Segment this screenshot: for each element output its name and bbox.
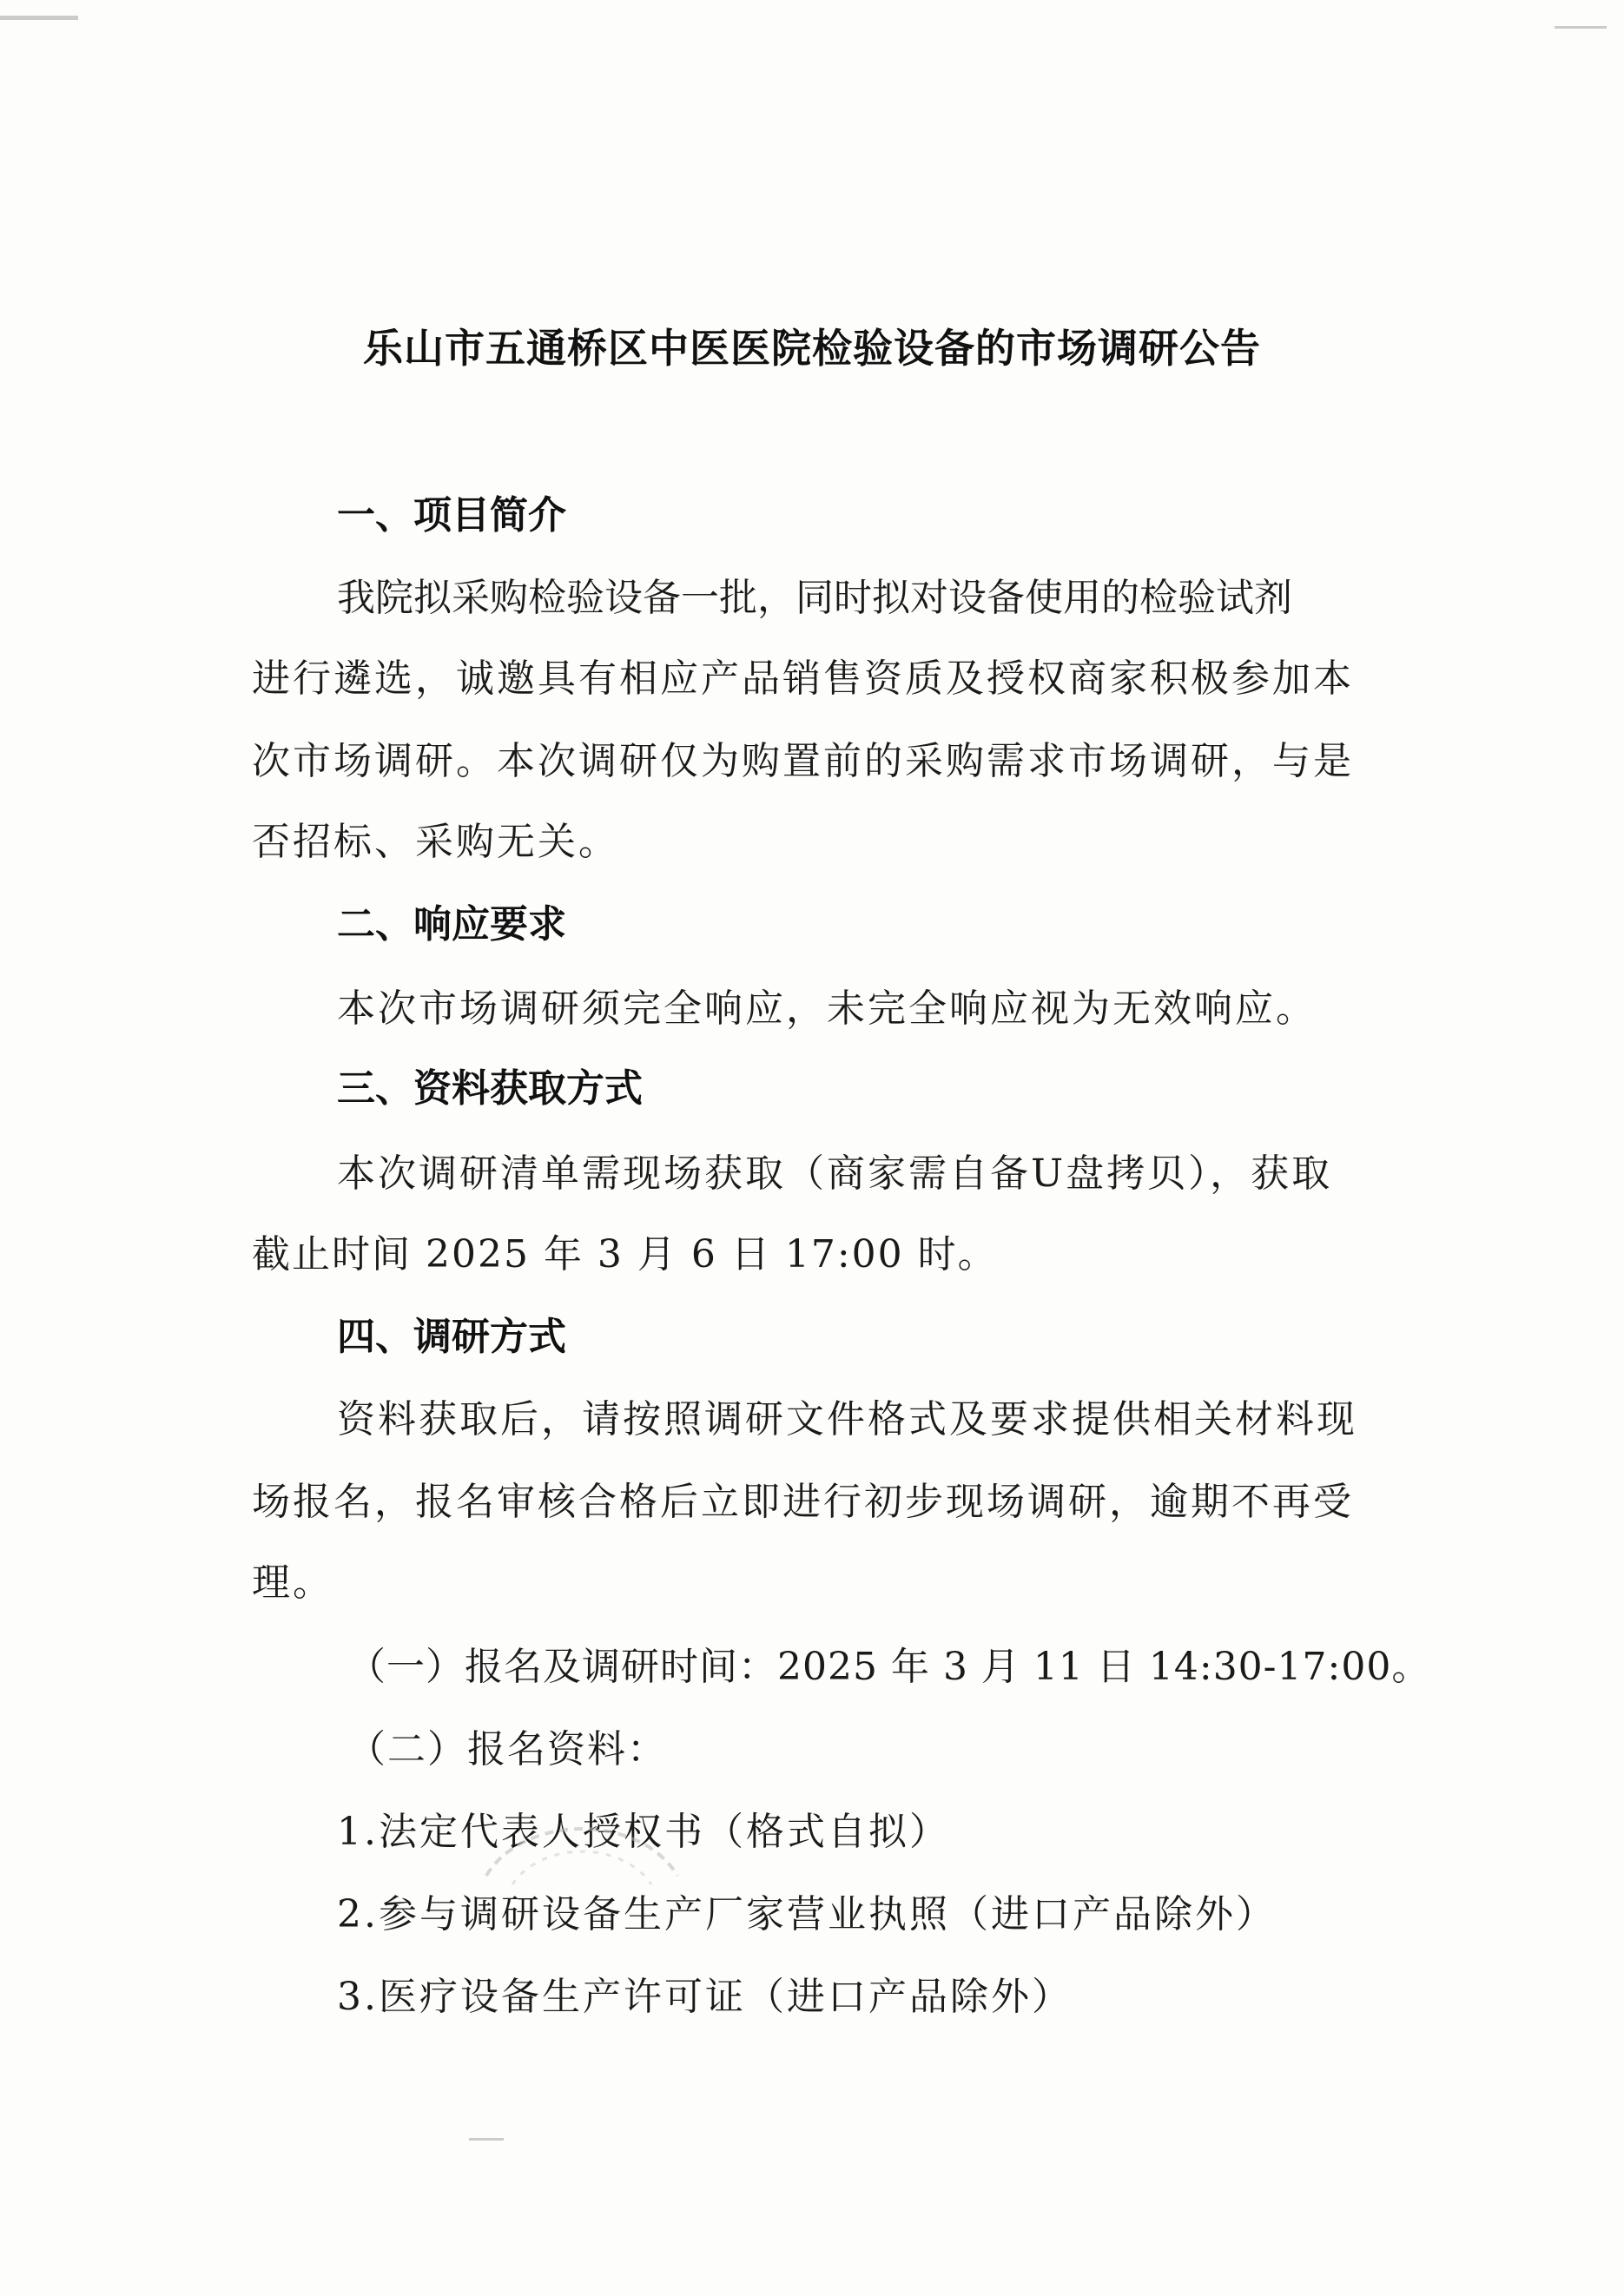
document-title: 乐山市五通桥区中医医院检验设备的市场调研公告 xyxy=(363,325,1261,372)
body-line: 场报名，报名审核合格后立即进行初步现场调研，逾期不再受 xyxy=(252,1480,1354,1524)
body-line: 资料获取后，请按照调研文件格式及要求提供相关材料现 xyxy=(337,1397,1357,1442)
sub-item: （二）报名资料： xyxy=(347,1727,667,1771)
section-heading: 四、调研方式 xyxy=(337,1315,566,1359)
list-item: 2.参与调研设备生产厂家营业执照（进口产品除外） xyxy=(337,1892,1277,1936)
body-line: 截止时间 2025 年 3 月 6 日 17:00 时。 xyxy=(252,1232,998,1277)
body-line: 理。 xyxy=(252,1560,333,1605)
body-text: 我院拟采购检验设备一批，同时拟对设备使用的检验试剂 xyxy=(337,576,1292,620)
body-line: 否招标、采购无关。 xyxy=(252,820,619,864)
faint-seal-stamp xyxy=(452,1780,712,1989)
list-item: 3.医疗设备生产许可证（进口产品除外） xyxy=(337,1975,1073,2019)
list-item: 1.法定代表人授权书（格式自拟） xyxy=(337,1810,950,1854)
section-heading: 三、资料获取方式 xyxy=(337,1066,643,1111)
body-line: 进行遴选，诚邀具有相应产品销售资质及授权商家积极参加本 xyxy=(252,656,1354,701)
scan-artifact-top-right xyxy=(1555,26,1607,29)
scan-artifact-top-left xyxy=(0,16,78,20)
body-line: 本次市场调研须完全响应，未完全响应视为无效响应。 xyxy=(337,986,1317,1031)
body-line xyxy=(337,576,1381,620)
section-heading: 一、项目简介 xyxy=(337,493,566,538)
scan-artifact-bottom xyxy=(469,2138,504,2141)
body-line: 本次调研清单需现场获取（商家需自备U盘拷贝），获取 xyxy=(337,1151,1333,1196)
body-line: 次市场调研。本次调研仅为购置前的采购需求市场调研，与是 xyxy=(252,739,1354,783)
section-heading: 二、响应要求 xyxy=(337,902,566,947)
sub-item: （一）报名及调研时间：2025 年 3 月 11 日 14:30-17:00。 xyxy=(347,1645,1431,1689)
